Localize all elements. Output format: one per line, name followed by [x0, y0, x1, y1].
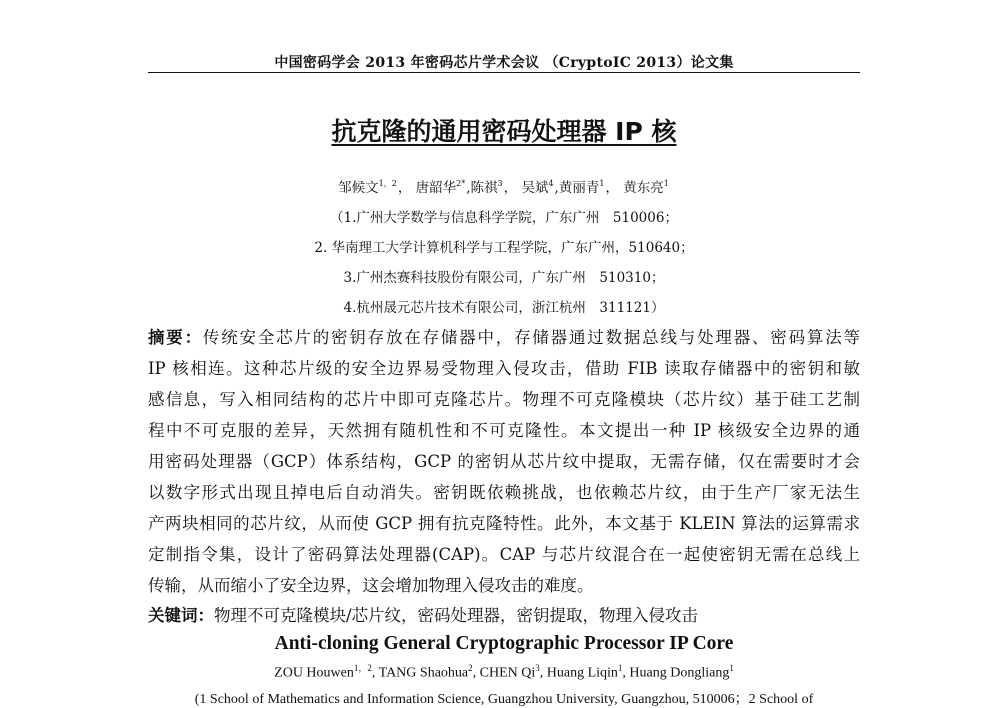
affiliation-line: 4.杭州晟元芯片技术有限公司，浙江杭州 311121） — [343, 300, 665, 316]
keywords-label: 关键词： — [148, 606, 214, 625]
author-name: 吴斌 — [521, 180, 549, 196]
abstract-line: 传输，从而缩小了安全边界，这会增加物理入侵攻击的难度。 — [148, 576, 594, 595]
author-affil-sup: 4 — [548, 179, 554, 188]
affiliation-line: 2. 华南理工大学计算机科学与工程学院，广东广州，510640； — [314, 240, 694, 256]
english-author-name: TANG Shaohua — [378, 665, 469, 681]
abstract-line: 感信息，写入相同结构的芯片中即可克隆芯片。物理不可克隆模块（芯片纹）基于硅工艺制 — [148, 390, 860, 409]
author-separator: ， — [397, 180, 412, 196]
keywords-text: 物理不可克隆模块/芯片纹，密码处理器，密钥提取，物理入侵攻击 — [214, 606, 699, 625]
author-affil-sup: 1 — [663, 179, 669, 188]
author-separator: ， — [605, 180, 619, 196]
english-affiliation: (1 School of Mathematics and Information Science, Guangzhou University, Guangzhou, 510006；2 School of — [194, 692, 814, 707]
affiliation-line: 3.广州杰赛科技股份有限公司，广东广州 510310； — [343, 270, 665, 286]
english-author-sup: 1 — [617, 663, 623, 673]
english-author-sup: 1，2 — [353, 663, 372, 673]
author-separator: , — [539, 665, 547, 681]
author-name: 陈祺 — [470, 180, 498, 196]
abstract-line — [148, 322, 860, 353]
author-list — [148, 176, 860, 196]
abstract-line: 定制指令集，设计了密码算法处理器(CAP)。CAP 与芯片纹混合在一起使密钥无需在总线上 — [148, 545, 860, 564]
english-author-sup: 3 — [535, 663, 540, 673]
author-name: 邹候文 — [338, 180, 379, 196]
author-name: 黄东亮 — [623, 180, 664, 196]
author-separator: ， — [503, 180, 518, 196]
author-name: 唐韶华 — [415, 180, 457, 196]
paper-title: 抗克隆的通用密码处理器 IP 核 — [331, 117, 677, 146]
author-affil-sup: 2* — [456, 179, 466, 188]
english-author-name: CHEN Qi — [479, 665, 536, 681]
keywords — [148, 602, 860, 626]
author-affil-sup: 3 — [497, 179, 503, 188]
author-name: 黄丽青 — [558, 180, 600, 196]
english-title: Anti-cloning General Cryptographic Processor IP Core — [274, 633, 734, 654]
author-affil-sup: 1，2 — [378, 179, 397, 188]
header-rule — [148, 72, 860, 73]
author-affil-sup: 1 — [599, 179, 605, 188]
english-author-sup: 2 — [468, 663, 473, 673]
english-author-name: Huang Liqin — [546, 665, 618, 681]
author-separator: , — [622, 665, 630, 681]
abstract-line: 以数字形式出现且掉电后自动消失。密钥既依赖挑战，也依赖芯片纹，由于生产厂家无法生 — [148, 483, 860, 502]
abstract-line: IP 核相连。这种芯片级的安全边界易受物理入侵攻击，借助 FIB 读取存储器中的密钥和敏 — [148, 359, 860, 378]
running-header: 中国密码学会 2013 年密码芯片学术会议 （CryptoIC 2013）论文集 — [274, 55, 734, 71]
abstract-line: 用密码处理器（GCP）体系结构，GCP 的密钥从芯片纹中提取，无需存储，仅在需要时才会 — [148, 452, 860, 471]
english-author-name: ZOU Houwen — [274, 665, 354, 681]
author-separator: , — [554, 180, 559, 196]
abstract-line: 产两块相同的芯片纹，从而使 GCP 拥有抗克隆特性。此外，本文基于 KLEIN 算法的运算需求 — [148, 514, 860, 533]
abstract — [148, 322, 860, 601]
english-author-sup: 1 — [729, 663, 734, 673]
english-author-list — [148, 661, 860, 682]
author-separator: , — [371, 665, 379, 681]
english-author-name: Huang Dongliang — [629, 665, 730, 681]
abstract-label: 摘要： — [148, 328, 203, 347]
author-separator: , — [466, 180, 471, 196]
author-separator: , — [472, 665, 480, 681]
abstract-line: 程中不可克服的差异，天然拥有随机性和不可克隆性。本文提出一种 IP 核级安全边界的通 — [148, 421, 860, 440]
abstract-text: 传统安全芯片的密钥存放在存储器中，存储器通过数据总线与处理器、密码算法等 — [202, 328, 861, 347]
affiliation-line: （1.广州大学数学与信息科学学院，广东广州 510006； — [330, 210, 678, 226]
